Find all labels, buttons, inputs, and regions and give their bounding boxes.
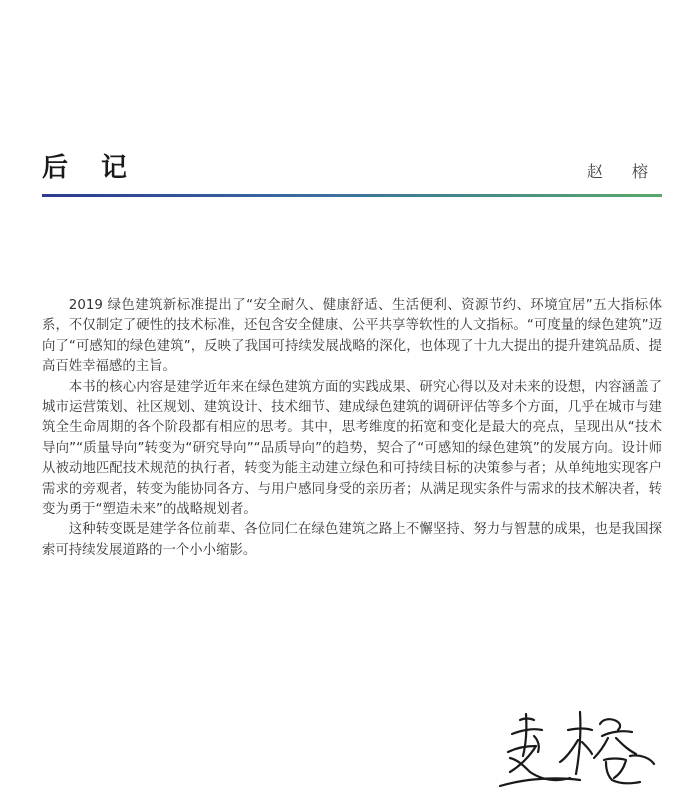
handwritten-signature [490,700,670,800]
page-title: 后 记 [42,153,140,183]
paragraph-3: 这种转变既是建学各位前辈、各位同仁在绿色建筑之路上不懈坚持、努力与智慧的成果，也是我国探索可持续发展道路的一个小小缩影。 [42,522,662,558]
title-divider [42,194,662,197]
author-name: 赵 榕 [586,162,660,181]
body-text [42,296,662,561]
paragraph-2: 本书的核心内容是建学近年来在绿色建筑方面的实践成果、研究心得以及对未来的设想，内容涵盖了城市运营策划、社区规划、建筑设计、技术细节、建成绿色建筑的调研评估等多个方面，几乎在城市与建筑全生命周期的各个阶段都有相应的思考。其中，思考维度的拓宽和变化是最大的亮点，呈现出从“技术导向”“质量导向”转变为“研究导向”“品质导向”的趋势，契合了“可感知的绿色建筑”的发展方向。设计师从被动地匹配技术规范的执行者，转变为能主动建立绿色和可持续目标的决策参与者；从单纯地实现客户需求的旁观者，转变为能协同各方、与用户感同身受的亲历者；从满足现实条件与需求的技术解决者，转变为勇于“塑造未来”的战略规划者。 [42,379,662,518]
paragraph-1: 2019 绿色建筑新标准提出了“安全耐久、健康舒适、生活便利、资源节约、环境宜居”五大指标体系，不仅制定了硬性的技术标准，还包含安全健康、公平共享等软性的人文指标。“可度量的绿色建筑”迈向了“可感知的绿色建筑”，反映了我国可持续发展战略的深化，也体现了十九大提出的提升建筑品质、提高百姓幸福感的主旨。 [42,298,662,375]
